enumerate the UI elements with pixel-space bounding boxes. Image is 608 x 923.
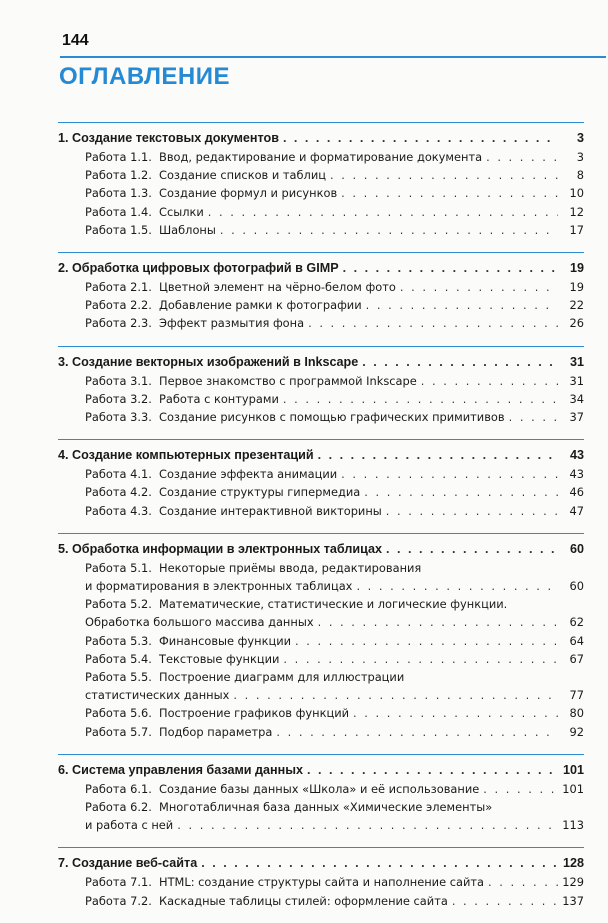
work-label: Работа 2.2. [85,298,152,313]
work-page: 19 [569,280,584,295]
work-label: Работа 3.1. [85,373,152,388]
work-title: Математические, статистические и логические функции. [159,597,508,612]
chapter-page: 31 [569,354,584,369]
chapter-title: 7. Создание веб-сайта [58,856,198,871]
chapter-entry[interactable] [58,761,584,780]
work-title: и работа с ней [85,818,174,833]
work-entry[interactable] [58,704,584,722]
work-label: Работа 4.1. [85,467,152,482]
work-label: Работа 1.5. [85,222,152,237]
work-title: и форматирования в электронных таблицах [85,579,353,594]
section-divider [58,122,584,123]
work-page: 37 [569,410,584,425]
work-label: Работа 6.2. [85,800,152,815]
section-divider [58,439,584,440]
work-page: 113 [562,818,584,833]
leader-dots [276,723,558,741]
chapter-title: 6. Система управления базами данных [58,762,303,777]
leader-dots [356,577,558,595]
toc-section [58,122,584,239]
work-title: Добавление рамки к фотографии [159,298,362,313]
work-entry[interactable] [58,314,584,332]
leader-dots [220,221,558,239]
leader-dots [343,259,558,278]
work-entry[interactable] [58,166,584,184]
work-label: Работа 1.4. [85,204,152,219]
work-label: Работа 5.5. [85,670,152,685]
work-entry[interactable] [58,296,584,314]
chapter-page: 128 [562,856,584,871]
leader-dots [452,892,558,910]
work-title: Ссылки [159,204,204,219]
work-page: 22 [569,298,584,313]
work-entry[interactable] [58,723,584,741]
work-entry-continuation[interactable] [58,613,584,631]
toc-section [58,252,584,333]
work-label: Работа 5.1. [85,560,152,575]
work-entry[interactable] [58,595,584,613]
work-label: Работа 2.1. [85,280,152,295]
work-page: 8 [576,168,584,183]
chapter-title: 2. Обработка цифровых фотографий в GIMP [58,261,339,276]
leader-dots [341,184,558,202]
toc-section [58,533,584,741]
leader-dots [283,650,558,668]
work-label: Работа 4.3. [85,503,152,518]
work-label: Работа 7.2. [85,893,152,908]
work-title: Цветной элемент на чёрно-белом фото [159,280,396,295]
work-title: Ввод, редактирование и форматирование документа [159,150,483,164]
chapter-entry[interactable] [58,446,584,465]
chapter-entry[interactable] [58,353,584,372]
work-page: 80 [569,706,584,721]
page-number: 144 [62,32,89,49]
work-title: Создание рисунков с помощью графических примитивов [159,410,505,425]
work-entry[interactable] [58,559,584,577]
work-entry[interactable] [58,650,584,668]
leader-dots [283,390,558,408]
chapter-page: 60 [569,541,584,556]
leader-dots [362,353,558,372]
work-label: Работа 1.2. [85,168,152,183]
section-divider [58,847,584,848]
work-entry-continuation[interactable] [58,816,584,834]
leader-dots [318,446,558,465]
leader-dots [283,129,558,148]
work-entry[interactable] [58,483,584,501]
chapter-page: 43 [569,448,584,463]
work-entry[interactable] [58,780,584,798]
work-entry-continuation[interactable] [58,577,584,595]
work-title: Создание формул и рисунков [159,186,338,201]
chapter-title: 4. Создание компьютерных презентаций [58,448,314,463]
work-title: Финансовые функции [159,633,292,648]
work-page: 92 [569,724,584,739]
work-entry-continuation[interactable] [58,686,584,704]
leader-dots [308,314,558,332]
work-label: Работа 1.3. [85,186,152,201]
work-title: HTML: создание структуры сайта и наполнение сайта [159,875,484,890]
chapter-entry[interactable] [58,259,584,278]
work-title: Построение графиков функций [159,706,350,721]
leader-dots [353,704,558,722]
leader-dots [509,408,558,426]
work-title: Создание интерактивной викторины [159,503,382,518]
work-entry[interactable] [58,465,584,483]
work-title: Подбор параметра [159,724,273,739]
work-label: Работа 3.3. [85,410,152,425]
work-label: Работа 7.1. [85,875,152,890]
work-title: Создание списков и таблиц [159,168,326,183]
leader-dots [177,816,558,834]
toc-section [58,439,584,520]
work-title: Многотабличная база данных «Химические элементы» [159,800,493,815]
work-entry[interactable] [58,668,584,686]
toc-section [58,346,584,427]
work-entry[interactable] [58,632,584,650]
work-page: 17 [569,222,584,237]
section-divider [58,252,584,253]
work-entry[interactable] [58,372,584,390]
work-entry[interactable] [58,390,584,408]
work-entry[interactable] [58,184,584,202]
page-title: ОГЛАВЛЕНИЕ [59,63,231,90]
work-label: Работа 3.2. [85,391,152,406]
toc-section [58,754,584,835]
chapter-entry[interactable] [58,854,584,873]
work-page: 10 [569,186,584,201]
work-page: 34 [569,391,584,406]
work-title: Создание базы данных «Школа» и её использование [159,781,480,796]
work-title: Обработка большого массива данных [85,615,314,630]
work-title: Некоторые приёмы ввода, редактирования [159,560,422,575]
work-title: Построение диаграмм для иллюстрации [159,670,405,685]
work-page: 46 [569,485,584,500]
work-page: 12 [569,204,584,219]
header-rule [60,56,606,58]
chapter-title: 1. Создание текстовых документов [58,131,279,145]
leader-dots [295,632,558,650]
work-page: 26 [569,316,584,331]
work-label: Работа 5.6. [85,706,152,721]
work-entry[interactable] [58,203,584,221]
work-entry[interactable] [58,502,584,520]
work-page: 64 [569,633,584,648]
work-title: Эффект размытия фона [159,316,305,331]
leader-dots [307,761,558,780]
work-entry[interactable] [58,148,584,166]
section-divider [58,754,584,755]
leader-dots [386,502,558,520]
work-entry[interactable] [58,798,584,816]
leader-dots [330,166,558,184]
work-title: Создание структуры гипермедиа [159,485,361,500]
leader-dots [318,613,558,631]
work-entry[interactable] [58,892,584,910]
work-title: Работа с контурами [159,391,279,406]
leader-dots [366,296,558,314]
chapter-title: 3. Создание векторных изображений в Inkscape [58,354,359,369]
work-page: 101 [562,781,584,796]
work-page: 137 [562,893,584,908]
leader-dots [400,278,558,296]
chapter-page: 101 [562,762,584,777]
work-page: 31 [569,373,584,388]
leader-dots [483,780,558,798]
work-page: 129 [562,875,584,890]
work-page: 67 [569,651,584,666]
section-divider [58,533,584,534]
table-of-contents [58,122,584,923]
work-title: статистических данных [85,688,230,703]
chapter-entry[interactable] [58,129,584,148]
leader-dots [364,483,558,501]
work-label: Работа 4.2. [85,485,152,500]
leader-dots [233,686,558,704]
work-entry[interactable] [58,873,584,891]
work-label: Работа 5.2. [85,597,152,612]
work-label: Работа 5.7. [85,724,152,739]
leader-dots [386,540,558,559]
work-entry[interactable] [58,278,584,296]
work-title: Текстовые функции [159,651,280,666]
chapter-page: 19 [569,261,584,276]
work-label: Работа 2.3. [85,316,152,331]
work-label: Работа 5.4. [85,651,152,666]
leader-dots [488,873,558,891]
work-label: Работа 6.1. [85,781,152,796]
work-page: 3 [576,150,584,164]
work-title: Создание эффекта анимации [159,467,338,482]
leader-dots [201,854,558,873]
section-divider [58,346,584,347]
work-page: 77 [569,688,584,703]
toc-section [58,847,584,909]
work-title: Каскадные таблицы стилей: оформление сайта [159,893,448,908]
work-title: Шаблоны [159,222,216,237]
work-title: Первое знакомство с программой Inkscape [159,373,417,388]
chapter-page: 3 [576,131,584,145]
work-page: 62 [569,615,584,630]
chapter-title: 5. Обработка информации в электронных таблицах [58,541,383,556]
work-page: 47 [569,503,584,518]
work-entry[interactable] [58,408,584,426]
leader-dots [341,465,558,483]
leader-dots [486,148,558,166]
leader-dots [208,203,558,221]
work-page: 43 [569,467,584,482]
work-label: Работа 5.3. [85,633,152,648]
work-entry[interactable] [58,221,584,239]
work-label: Работа 1.1. [85,150,152,164]
chapter-entry[interactable] [58,540,584,559]
leader-dots [421,372,558,390]
work-page: 60 [569,579,584,594]
